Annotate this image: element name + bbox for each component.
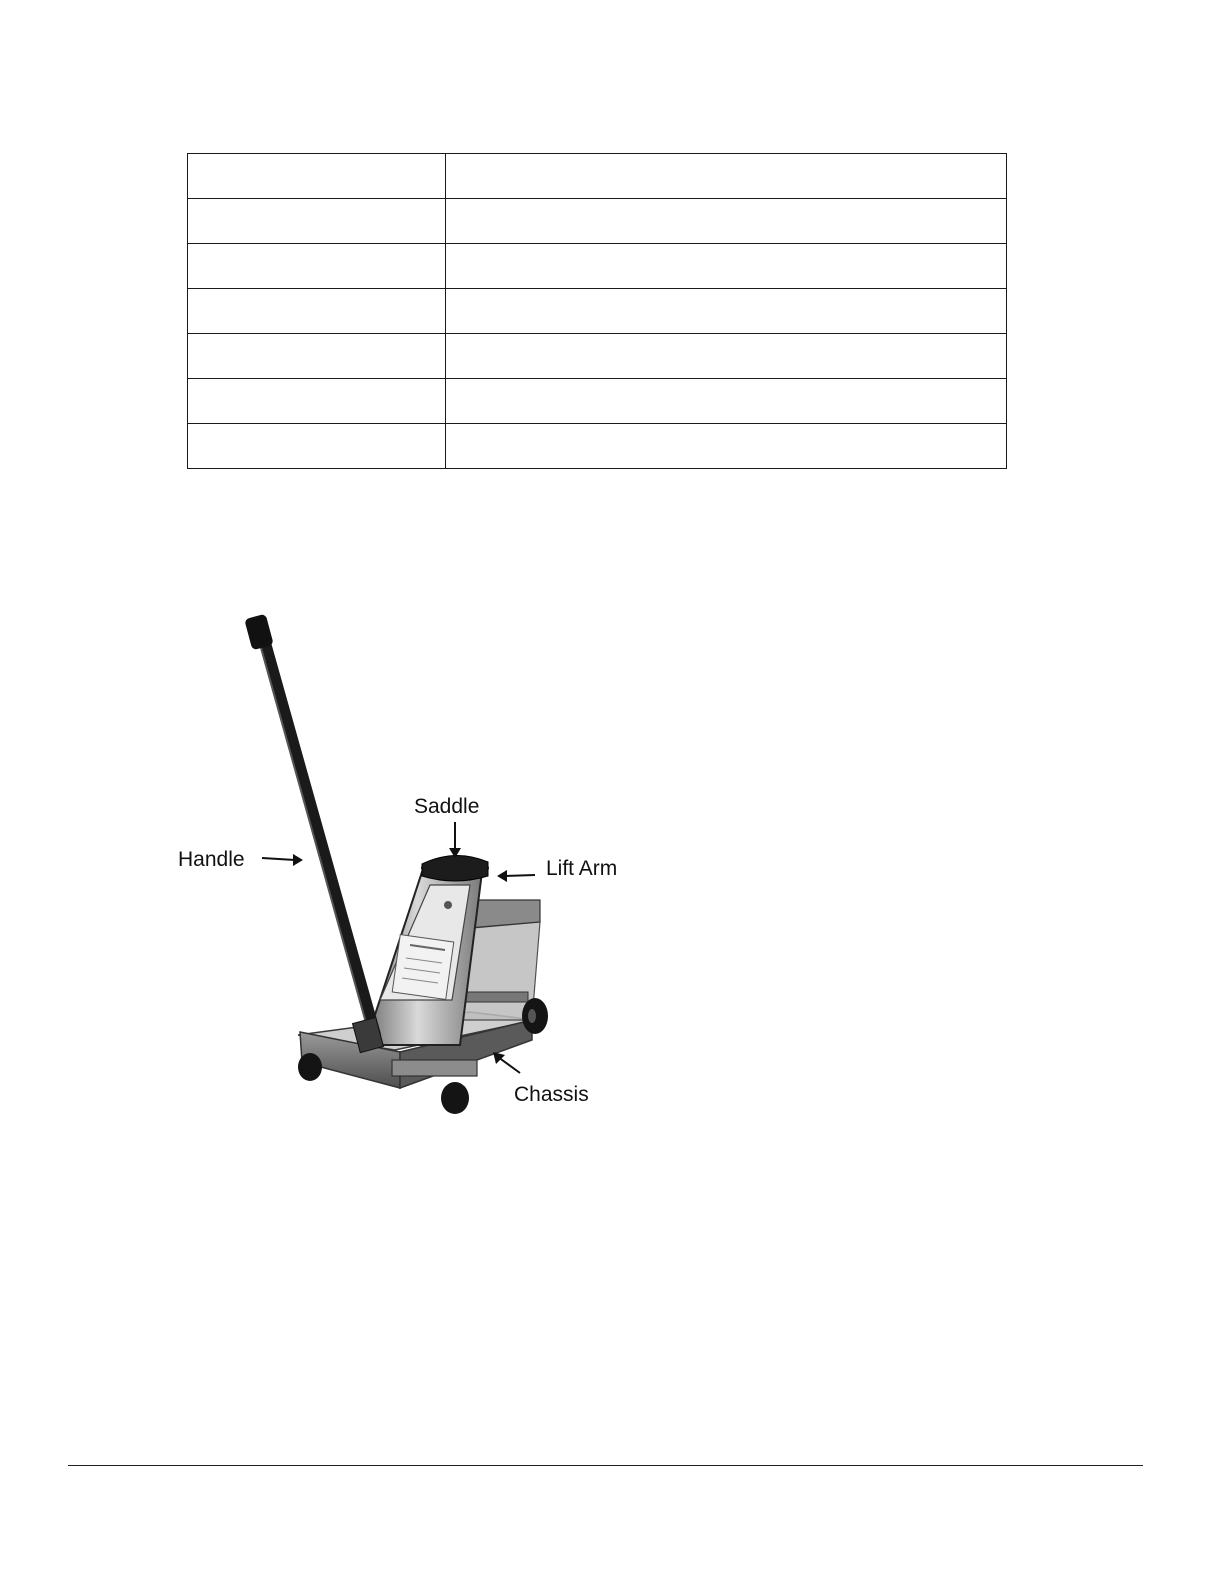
footer-rule bbox=[68, 1465, 1143, 1466]
spec-row bbox=[188, 244, 1007, 289]
specification-table-body bbox=[188, 154, 1007, 469]
spec-row bbox=[188, 289, 1007, 334]
spec-label-cell bbox=[188, 424, 446, 469]
spec-value-cell bbox=[446, 154, 1007, 199]
lift-arm-arrow bbox=[505, 875, 535, 876]
spec-label-cell bbox=[188, 244, 446, 289]
spec-row bbox=[188, 199, 1007, 244]
spec-value-cell bbox=[446, 334, 1007, 379]
spec-value-cell bbox=[446, 379, 1007, 424]
specification-table bbox=[187, 153, 1007, 469]
handle-label: Handle bbox=[178, 848, 245, 871]
floor-jack-figure bbox=[160, 600, 640, 1130]
lift-arm-label: Lift Arm bbox=[546, 857, 618, 880]
spec-label-cell bbox=[188, 379, 446, 424]
spec-label-cell bbox=[188, 154, 446, 199]
spec-row bbox=[188, 379, 1007, 424]
spec-label-cell bbox=[188, 334, 446, 379]
saddle-label: Saddle bbox=[414, 795, 480, 818]
spec-label-cell bbox=[188, 199, 446, 244]
spec-label-cell bbox=[188, 289, 446, 334]
spec-value-cell bbox=[446, 244, 1007, 289]
spec-value-cell bbox=[446, 424, 1007, 469]
spec-row bbox=[188, 334, 1007, 379]
saddle-shape bbox=[421, 855, 489, 881]
chassis-arrow bbox=[498, 1057, 520, 1073]
spec-row bbox=[188, 154, 1007, 199]
chassis-label: Chassis bbox=[514, 1083, 589, 1106]
spec-value-cell bbox=[446, 289, 1007, 334]
handle-shape bbox=[244, 614, 383, 1053]
spec-value-cell bbox=[446, 199, 1007, 244]
handle-arrow bbox=[262, 858, 295, 860]
spec-row bbox=[188, 424, 1007, 469]
